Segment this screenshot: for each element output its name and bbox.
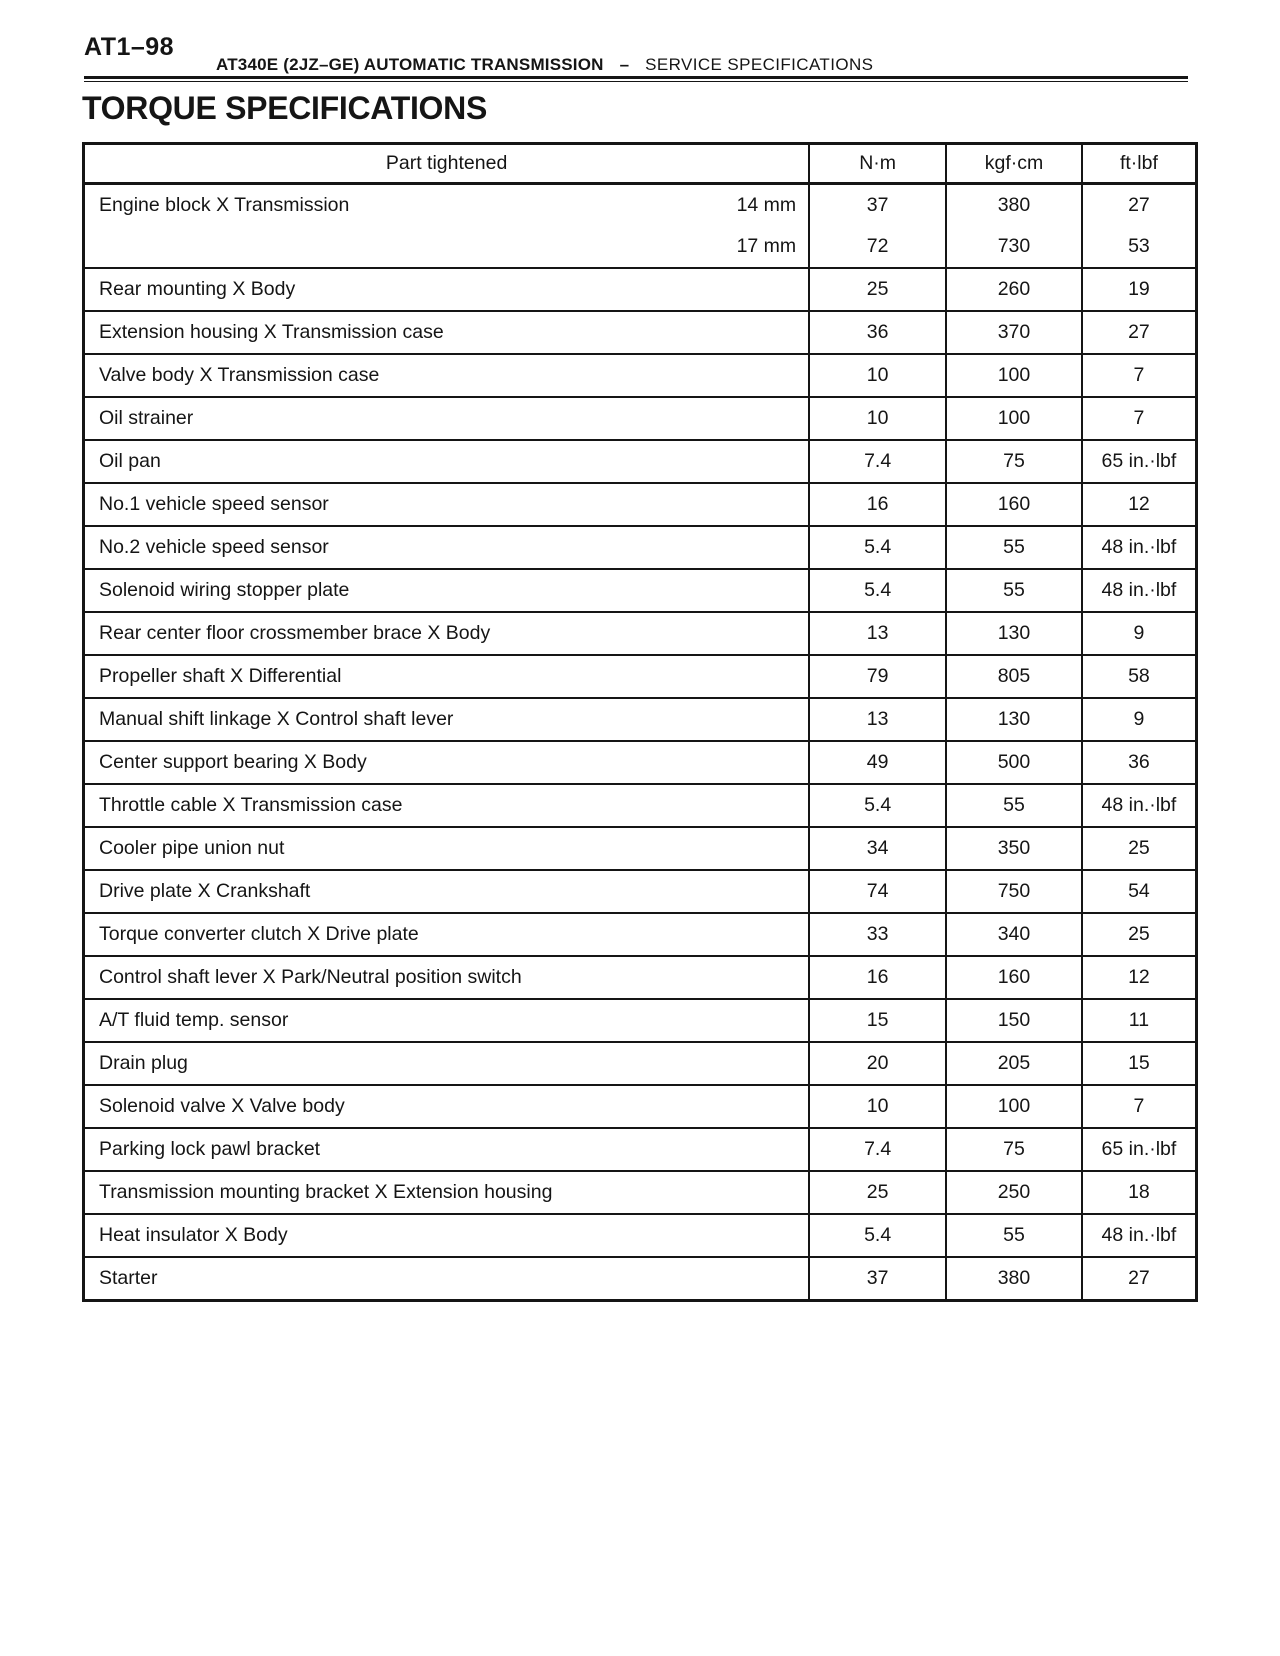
part-cell (84, 1257, 810, 1301)
table-header-row (84, 144, 1197, 184)
value-line: 25 (1128, 837, 1150, 859)
value-line: 380 (997, 194, 1031, 216)
nm-value-cell (809, 1085, 946, 1128)
value-line: 55 (1003, 1224, 1025, 1246)
value-line: 16 (866, 493, 889, 515)
part-cell (84, 784, 810, 827)
ftlbf-value-cell (1082, 1171, 1197, 1214)
nm-value-cell (809, 913, 946, 956)
value-line: 500 (997, 751, 1031, 773)
kgfcm-value-cell (946, 956, 1082, 999)
table-row (84, 184, 1197, 269)
part-name: Torque converter clutch X Drive plate (99, 923, 419, 945)
value-line: 37 (866, 194, 889, 216)
value-line: 13 (866, 622, 889, 644)
part-cell (84, 827, 810, 870)
part-name: Cooler pipe union nut (99, 837, 285, 859)
ftlbf-value-cell (1082, 569, 1197, 612)
value-line: 730 (997, 235, 1031, 257)
part-cell (84, 1085, 810, 1128)
kgfcm-value-cell (946, 184, 1082, 269)
torque-spec-table (82, 142, 1198, 1302)
part-cell (84, 698, 810, 741)
value-line: 15 (866, 1009, 889, 1031)
value-line: 49 (866, 751, 889, 773)
nm-value-cell (809, 1214, 946, 1257)
value-line: 48 in.·lbf (1101, 1224, 1177, 1246)
ftlbf-value-cell (1082, 741, 1197, 784)
nm-value-cell (809, 698, 946, 741)
value-line: 27 (1128, 194, 1150, 216)
value-line: 15 (1128, 1052, 1150, 1074)
kgfcm-value-cell (946, 268, 1082, 311)
value-line: 18 (1128, 1181, 1150, 1203)
value-line: 48 in.·lbf (1101, 536, 1177, 558)
part-cell (84, 956, 810, 999)
value-line: 5.4 (864, 794, 892, 816)
ftlbf-value-cell (1082, 698, 1197, 741)
nm-value-cell (809, 1128, 946, 1171)
table-row (84, 827, 1197, 870)
part-name: Drain plug (99, 1052, 188, 1074)
value-line: 5.4 (864, 1224, 892, 1246)
ftlbf-value-cell (1082, 526, 1197, 569)
kgfcm-value-cell (946, 913, 1082, 956)
nm-value-cell (809, 526, 946, 569)
nm-value-cell (809, 1257, 946, 1301)
nm-value-cell (809, 1042, 946, 1085)
value-line: 11 (1128, 1009, 1150, 1031)
part-cell (84, 612, 810, 655)
value-line: 12 (1128, 966, 1150, 988)
value-line: 54 (1128, 880, 1150, 902)
column-header-nm: N·m (809, 144, 946, 184)
ftlbf-value-cell (1082, 1042, 1197, 1085)
part-name: A/T fluid temp. sensor (99, 1009, 289, 1031)
value-line: 12 (1128, 493, 1150, 515)
value-line: 260 (997, 278, 1031, 300)
ftlbf-value-cell (1082, 827, 1197, 870)
part-name: Solenoid wiring stopper plate (99, 579, 350, 601)
table-row (84, 870, 1197, 913)
value-line: 250 (997, 1181, 1031, 1203)
part-cell (84, 483, 810, 526)
table-row (84, 612, 1197, 655)
kgfcm-value-cell (946, 569, 1082, 612)
value-line: 130 (997, 622, 1031, 644)
value-line: 34 (866, 837, 889, 859)
value-line: 7.4 (864, 1138, 892, 1160)
part-name: Manual shift linkage X Control shaft lever (99, 708, 454, 730)
spec-table-body (84, 184, 1197, 1301)
part-name: Throttle cable X Transmission case (99, 794, 403, 816)
ftlbf-value-cell (1082, 956, 1197, 999)
table-row (84, 440, 1197, 483)
running-header (216, 55, 873, 75)
header-rule (84, 76, 1188, 82)
value-line: 100 (997, 1095, 1031, 1117)
kgfcm-value-cell (946, 440, 1082, 483)
value-line: 380 (997, 1267, 1031, 1289)
table-row (84, 397, 1197, 440)
part-name: Rear mounting X Body (99, 278, 296, 300)
part-cell (84, 268, 810, 311)
value-line: 160 (997, 966, 1031, 988)
value-line: 13 (866, 708, 889, 730)
part-name: Rear center floor crossmember brace X Body (99, 622, 491, 644)
value-line: 72 (866, 235, 889, 257)
part-cell (84, 655, 810, 698)
part-cell (84, 741, 810, 784)
table-row (84, 526, 1197, 569)
value-line: 805 (997, 665, 1031, 687)
nm-value-cell (809, 397, 946, 440)
value-line: 370 (997, 321, 1031, 343)
value-line: 100 (997, 364, 1031, 386)
table-row (84, 1214, 1197, 1257)
table-row (84, 311, 1197, 354)
nm-value-cell (809, 268, 946, 311)
kgfcm-value-cell (946, 1257, 1082, 1301)
part-cell (84, 569, 810, 612)
kgfcm-value-cell (946, 397, 1082, 440)
ftlbf-value-cell (1082, 784, 1197, 827)
nm-value-cell (809, 311, 946, 354)
value-line: 7 (1133, 1095, 1145, 1117)
table-row (84, 569, 1197, 612)
part-name: No.1 vehicle speed sensor (99, 493, 329, 515)
kgfcm-value-cell (946, 526, 1082, 569)
table-row (84, 1085, 1197, 1128)
ftlbf-value-cell (1082, 1128, 1197, 1171)
kgfcm-value-cell (946, 1085, 1082, 1128)
page-number: AT1–98 (84, 33, 175, 61)
ftlbf-value-cell (1082, 184, 1197, 269)
nm-value-cell (809, 184, 946, 269)
ftlbf-value-cell (1082, 397, 1197, 440)
kgfcm-value-cell (946, 1214, 1082, 1257)
value-line: 25 (1128, 923, 1150, 945)
running-header-section: AT340E (2JZ–GE) AUTOMATIC TRANSMISSION (216, 55, 604, 74)
column-header-ftlbf: ft·lbf (1082, 144, 1197, 184)
value-line: 20 (866, 1052, 889, 1074)
part-cell (84, 397, 810, 440)
part-name: Control shaft lever X Park/Neutral position switch (99, 966, 522, 988)
value-line: 53 (1128, 235, 1150, 257)
table-row (84, 1257, 1197, 1301)
kgfcm-value-cell (946, 698, 1082, 741)
value-line: 55 (1003, 579, 1025, 601)
part-cell (84, 184, 810, 269)
value-line: 36 (866, 321, 889, 343)
ftlbf-value-cell (1082, 440, 1197, 483)
value-line: 27 (1128, 321, 1150, 343)
kgfcm-value-cell (946, 1042, 1082, 1085)
part-cell (84, 354, 810, 397)
nm-value-cell (809, 870, 946, 913)
value-line: 10 (866, 407, 889, 429)
table-row (84, 1128, 1197, 1171)
kgfcm-value-cell (946, 870, 1082, 913)
value-line: 19 (1128, 278, 1150, 300)
value-line: 5.4 (864, 536, 892, 558)
nm-value-cell (809, 999, 946, 1042)
value-line: 16 (866, 966, 889, 988)
value-line: 10 (866, 1095, 889, 1117)
table-row (84, 956, 1197, 999)
value-line: 58 (1128, 665, 1150, 687)
ftlbf-value-cell (1082, 483, 1197, 526)
part-name: Oil strainer (99, 407, 194, 429)
kgfcm-value-cell (946, 827, 1082, 870)
part-name: Heat insulator X Body (99, 1224, 288, 1246)
value-line: 100 (997, 407, 1031, 429)
value-line: 65 in.·lbf (1101, 450, 1177, 472)
value-line: 5.4 (864, 579, 892, 601)
part-cell (84, 311, 810, 354)
ftlbf-value-cell (1082, 1214, 1197, 1257)
ftlbf-value-cell (1082, 354, 1197, 397)
table-row (84, 655, 1197, 698)
ftlbf-value-cell (1082, 1085, 1197, 1128)
part-name: Oil pan (99, 450, 161, 472)
part-cell (84, 913, 810, 956)
value-line: 48 in.·lbf (1101, 579, 1177, 601)
table-row (84, 268, 1197, 311)
ftlbf-value-cell (1082, 870, 1197, 913)
value-line: 25 (866, 1181, 889, 1203)
value-line: 65 in.·lbf (1101, 1138, 1177, 1160)
ftlbf-value-cell (1082, 913, 1197, 956)
table-row (84, 784, 1197, 827)
part-cell (84, 870, 810, 913)
value-line: 340 (997, 923, 1031, 945)
nm-value-cell (809, 741, 946, 784)
value-line: 33 (866, 923, 889, 945)
value-line: 130 (997, 708, 1031, 730)
kgfcm-value-cell (946, 354, 1082, 397)
value-line: 160 (997, 493, 1031, 515)
part-cell (84, 440, 810, 483)
value-line: 75 (1003, 450, 1025, 472)
table-row (84, 999, 1197, 1042)
part-name: Propeller shaft X Differential (99, 665, 342, 687)
ftlbf-value-cell (1082, 311, 1197, 354)
table-row (84, 1042, 1197, 1085)
value-line: 27 (1128, 1267, 1150, 1289)
nm-value-cell (809, 483, 946, 526)
kgfcm-value-cell (946, 483, 1082, 526)
part-name: Starter (99, 1267, 158, 1289)
table-row (84, 1171, 1197, 1214)
ftlbf-value-cell (1082, 655, 1197, 698)
kgfcm-value-cell (946, 784, 1082, 827)
value-line: 750 (997, 880, 1031, 902)
table-row (84, 483, 1197, 526)
part-name: Drive plate X Crankshaft (99, 880, 311, 902)
part-name: Extension housing X Transmission case (99, 321, 444, 343)
value-line: 55 (1003, 536, 1025, 558)
ftlbf-value-cell (1082, 1257, 1197, 1301)
nm-value-cell (809, 612, 946, 655)
ftlbf-value-cell (1082, 612, 1197, 655)
part-cell (84, 1214, 810, 1257)
value-line: 74 (866, 880, 889, 902)
value-line: 79 (866, 665, 889, 687)
part-name: Center support bearing X Body (99, 751, 367, 773)
part-name: Transmission mounting bracket X Extension housing (99, 1181, 553, 1203)
part-name: Engine block X Transmission (99, 194, 350, 216)
value-line: 25 (866, 278, 889, 300)
part-size-label: 17 mm (736, 235, 797, 257)
kgfcm-value-cell (946, 741, 1082, 784)
table-row (84, 698, 1197, 741)
value-line: 10 (866, 364, 889, 386)
part-name: Parking lock pawl bracket (99, 1138, 321, 1160)
value-line: 150 (997, 1009, 1031, 1031)
nm-value-cell (809, 655, 946, 698)
part-name: Solenoid valve X Valve body (99, 1095, 345, 1117)
kgfcm-value-cell (946, 655, 1082, 698)
value-line: 36 (1128, 751, 1150, 773)
table-row (84, 354, 1197, 397)
part-cell (84, 526, 810, 569)
page-title: TORQUE SPECIFICATIONS (82, 90, 487, 126)
value-line: 55 (1003, 794, 1025, 816)
kgfcm-value-cell (946, 612, 1082, 655)
nm-value-cell (809, 784, 946, 827)
column-header-kgfcm: kgf·cm (946, 144, 1082, 184)
kgfcm-value-cell (946, 999, 1082, 1042)
value-line: 7 (1133, 364, 1145, 386)
part-size-label: 14 mm (736, 194, 797, 216)
value-line: 7 (1133, 407, 1145, 429)
part-cell (84, 1042, 810, 1085)
table-row (84, 741, 1197, 784)
kgfcm-value-cell (946, 311, 1082, 354)
value-line: 9 (1133, 622, 1145, 644)
kgfcm-value-cell (946, 1128, 1082, 1171)
part-name: No.2 vehicle speed sensor (99, 536, 329, 558)
value-line: 37 (866, 1267, 889, 1289)
running-header-separator: – (619, 55, 630, 74)
part-name: Valve body X Transmission case (99, 364, 380, 386)
nm-value-cell (809, 354, 946, 397)
table-row (84, 913, 1197, 956)
ftlbf-value-cell (1082, 268, 1197, 311)
part-cell (84, 1128, 810, 1171)
value-line: 48 in.·lbf (1101, 794, 1177, 816)
part-cell (84, 1171, 810, 1214)
nm-value-cell (809, 440, 946, 483)
value-line: 7.4 (864, 450, 892, 472)
value-line: 75 (1003, 1138, 1025, 1160)
value-line: 350 (997, 837, 1031, 859)
column-header-part: Part tightened (84, 144, 810, 184)
nm-value-cell (809, 956, 946, 999)
nm-value-cell (809, 569, 946, 612)
running-header-subsection: SERVICE SPECIFICATIONS (645, 55, 874, 74)
nm-value-cell (809, 1171, 946, 1214)
value-line: 9 (1133, 708, 1145, 730)
kgfcm-value-cell (946, 1171, 1082, 1214)
ftlbf-value-cell (1082, 999, 1197, 1042)
nm-value-cell (809, 827, 946, 870)
value-line: 205 (997, 1052, 1031, 1074)
part-cell (84, 999, 810, 1042)
